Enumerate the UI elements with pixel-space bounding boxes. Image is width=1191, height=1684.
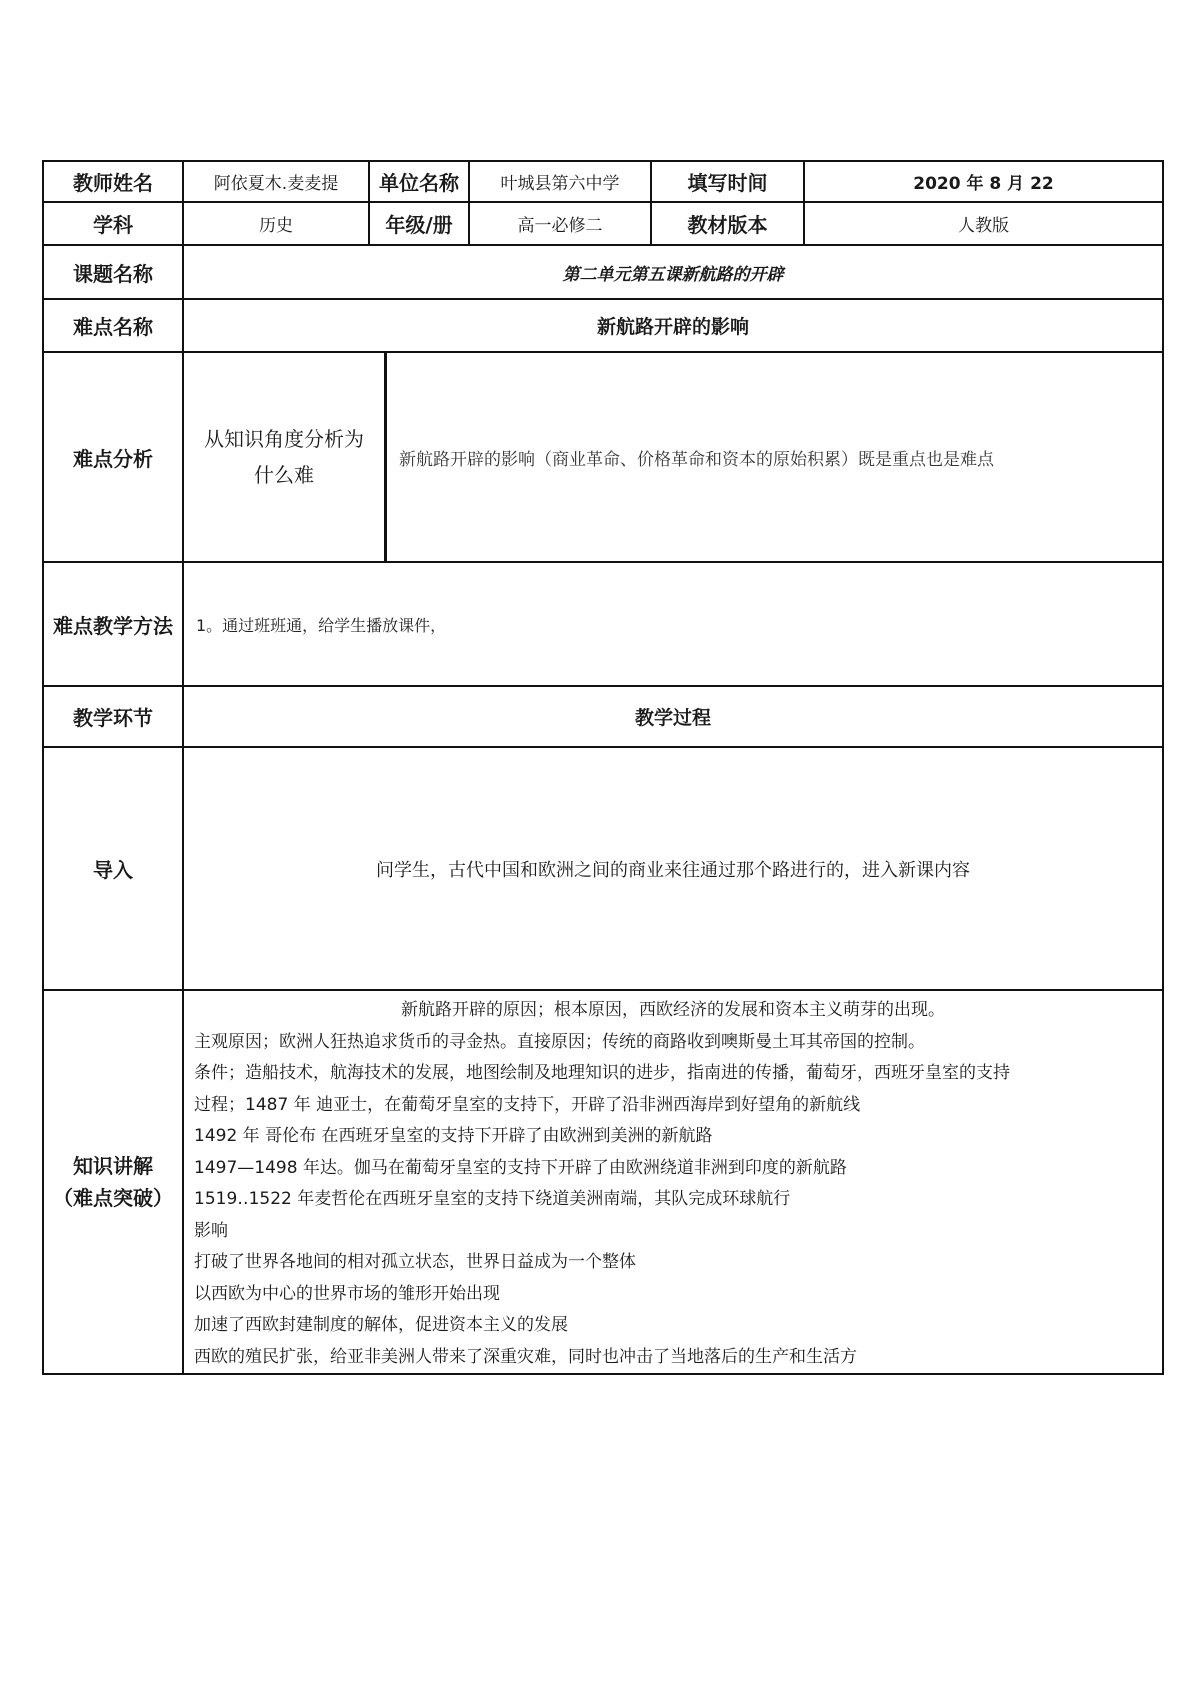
- knowledge-line: 新航路开辟的原因；根本原因，西欧经济的发展和资本主义萌芽的出现。: [401, 1000, 945, 1020]
- knowledge-line: 1519‥1522 年麦哲伦在西班牙皇室的支持下绕道美洲南端，其队完成环球航行: [194, 1189, 791, 1209]
- method-label: 难点教学方法: [43, 562, 183, 686]
- teacher-label: 教师姓名: [43, 161, 183, 202]
- analysis-sub-label: 从知识角度分析为什么难: [184, 353, 387, 561]
- knowledge-line: 过程；1487 年 迪亚士，在葡萄牙皇室的支持下，开辟了沿非洲西海岸到好望角的新航线: [194, 1094, 861, 1115]
- lesson-plan-table: [42, 160, 1164, 1375]
- knowledge-line: 打破了世界各地间的相对孤立状态，世界日益成为一个整体: [194, 1252, 636, 1272]
- subject-value: 历史: [183, 202, 369, 245]
- lesson-plan-form: [42, 160, 1162, 1375]
- knowledge-line: 主观原因；欧洲人狂热追求货币的寻金热。直接原因；传统的商路收到噢斯曼土耳其帝国的控制。: [194, 1031, 925, 1052]
- grade-value: 高一必修二: [469, 202, 651, 245]
- knowledge-line: 1497—1498 年达。伽马在葡萄牙皇室的支持下开辟了由欧洲绕道非洲到印度的新航路: [194, 1157, 847, 1178]
- edition-label: 教材版本: [651, 202, 804, 245]
- knowledge-label: [43, 990, 183, 1374]
- difficulty-label: 难点名称: [43, 299, 183, 352]
- date-label: 填写时间: [651, 161, 804, 202]
- knowledge-content: [183, 990, 1163, 1374]
- intro-value: 问学生，古代中国和欧洲之间的商业来往通过那个路进行的，进入新课内容: [183, 747, 1163, 990]
- method-value: 1。通过班班通，给学生播放课件，: [183, 562, 1163, 686]
- analysis-cell: [183, 352, 1163, 562]
- difficulty-value: 新航路开辟的影响: [183, 299, 1163, 352]
- analysis-label: 难点分析: [43, 352, 183, 562]
- unit-value: 叶城县第六中学: [469, 161, 651, 202]
- knowledge-row: [43, 990, 1163, 1374]
- teacher-value: 阿依夏木.麦麦提: [183, 161, 369, 202]
- edition-value: 人教版: [804, 202, 1163, 245]
- topic-row: [43, 245, 1163, 299]
- date-value: 2020 年 8 月 22: [804, 161, 1163, 202]
- topic-label: 课题名称: [43, 245, 183, 299]
- knowledge-line: 1492 年 哥伦布 在西班牙皇室的支持下开辟了由欧洲到美洲的新航路: [194, 1126, 713, 1146]
- analysis-row: [43, 352, 1163, 562]
- knowledge-line: 影响: [194, 1220, 228, 1241]
- knowledge-line: 加速了西欧封建制度的解体，促进资本主义的发展: [194, 1315, 568, 1335]
- difficulty-row: [43, 299, 1163, 352]
- grade-label: 年级/册: [369, 202, 469, 245]
- process-value: 教学过程: [183, 686, 1163, 747]
- subject-label: 学科: [43, 202, 183, 245]
- header-row-1: [43, 161, 1163, 202]
- process-label: 教学环节: [43, 686, 183, 747]
- header-row-2: [43, 202, 1163, 245]
- analysis-value: 新航路开辟的影响（商业革命、价格革命和资本的原始积累）既是重点也是难点: [399, 449, 994, 470]
- topic-value: 第二单元第五课新航路的开辟: [183, 245, 1163, 299]
- method-row: [43, 562, 1163, 686]
- intro-label: 导入: [43, 747, 183, 990]
- unit-label: 单位名称: [369, 161, 469, 202]
- intro-row: [43, 747, 1163, 990]
- knowledge-line: 西欧的殖民扩张，给亚非美洲人带来了深重灾难，同时也冲击了当地落后的生产和生活方: [194, 1346, 857, 1367]
- process-header-row: [43, 686, 1163, 747]
- knowledge-label-line2: （难点突破）: [53, 1186, 173, 1210]
- knowledge-line: 条件；造船技术，航海技术的发展，地图绘制及地理知识的进步，指南进的传播，葡萄牙，西班牙皇室的支持: [194, 1063, 1010, 1083]
- knowledge-line: 以西欧为中心的世界市场的雏形开始出现: [194, 1283, 500, 1304]
- knowledge-label-line1: 知识讲解: [73, 1154, 153, 1178]
